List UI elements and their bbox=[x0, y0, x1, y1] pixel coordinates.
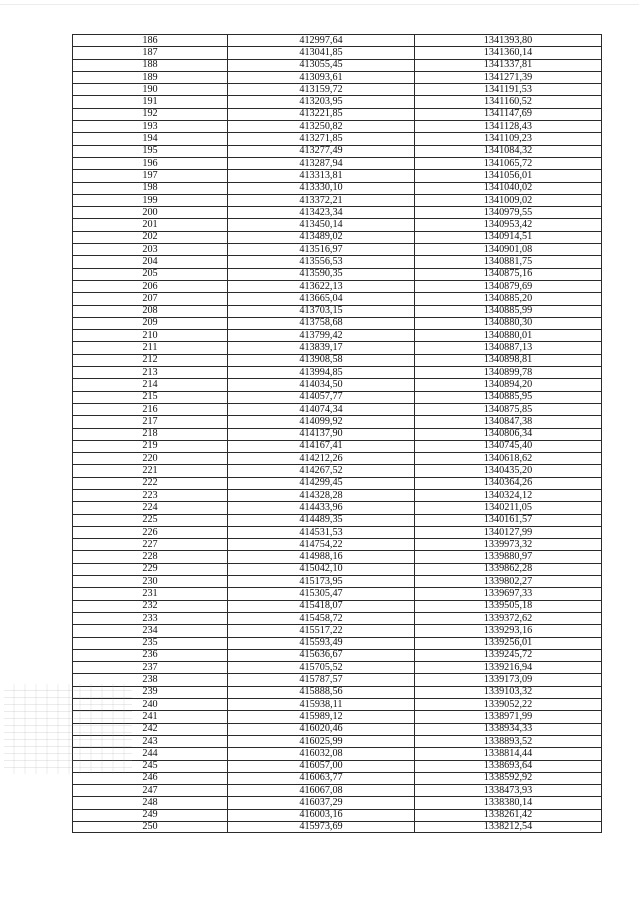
y-coordinate-cell: 1339052,22 bbox=[415, 699, 602, 711]
y-coordinate-cell: 1340914,51 bbox=[415, 231, 602, 243]
point-number-cell: 237 bbox=[73, 662, 228, 674]
y-coordinate-cell: 1340211,05 bbox=[415, 502, 602, 514]
table-row bbox=[73, 797, 602, 809]
table-row bbox=[73, 822, 602, 833]
y-coordinate-cell: 1340324,12 bbox=[415, 489, 602, 501]
y-coordinate-cell: 1339173,09 bbox=[415, 674, 602, 686]
y-coordinate-cell: 1341393,80 bbox=[415, 35, 602, 47]
x-coordinate-cell: 414034,50 bbox=[228, 379, 415, 391]
y-coordinate-cell: 1339880,97 bbox=[415, 551, 602, 563]
table-row bbox=[73, 735, 602, 747]
table-row bbox=[73, 514, 602, 526]
table-row bbox=[73, 662, 602, 674]
table-row bbox=[73, 453, 602, 465]
y-coordinate-cell: 1339802,27 bbox=[415, 576, 602, 588]
y-coordinate-cell: 1341084,32 bbox=[415, 145, 602, 157]
point-number-cell: 228 bbox=[73, 551, 228, 563]
x-coordinate-cell: 413287,94 bbox=[228, 157, 415, 169]
point-number-cell: 223 bbox=[73, 489, 228, 501]
table-row bbox=[73, 502, 602, 514]
point-number-cell: 235 bbox=[73, 637, 228, 649]
point-number-cell: 204 bbox=[73, 256, 228, 268]
y-coordinate-cell: 1340806,34 bbox=[415, 428, 602, 440]
table-row bbox=[73, 145, 602, 157]
x-coordinate-cell: 414531,53 bbox=[228, 526, 415, 538]
x-coordinate-cell: 413450,14 bbox=[228, 219, 415, 231]
y-coordinate-cell: 1341065,72 bbox=[415, 157, 602, 169]
point-number-cell: 236 bbox=[73, 649, 228, 661]
table-row bbox=[73, 477, 602, 489]
point-number-cell: 245 bbox=[73, 760, 228, 772]
point-number-cell: 205 bbox=[73, 268, 228, 280]
y-coordinate-cell: 1341040,02 bbox=[415, 182, 602, 194]
table-row bbox=[73, 711, 602, 723]
point-number-cell: 234 bbox=[73, 625, 228, 637]
point-number-cell: 240 bbox=[73, 699, 228, 711]
table-row bbox=[73, 748, 602, 760]
table-row bbox=[73, 526, 602, 538]
point-number-cell: 227 bbox=[73, 539, 228, 551]
y-coordinate-cell: 1338380,14 bbox=[415, 797, 602, 809]
point-number-cell: 248 bbox=[73, 797, 228, 809]
x-coordinate-cell: 414057,77 bbox=[228, 391, 415, 403]
y-coordinate-cell: 1340885,95 bbox=[415, 391, 602, 403]
x-coordinate-cell: 413313,81 bbox=[228, 170, 415, 182]
y-coordinate-cell: 1340953,42 bbox=[415, 219, 602, 231]
point-number-cell: 194 bbox=[73, 133, 228, 145]
y-coordinate-cell: 1338261,42 bbox=[415, 809, 602, 821]
point-number-cell: 197 bbox=[73, 170, 228, 182]
table-row bbox=[73, 293, 602, 305]
table-row bbox=[73, 317, 602, 329]
x-coordinate-cell: 413159,72 bbox=[228, 84, 415, 96]
table-row bbox=[73, 600, 602, 612]
x-coordinate-cell: 415973,69 bbox=[228, 822, 415, 833]
y-coordinate-cell: 1338934,33 bbox=[415, 723, 602, 735]
point-number-cell: 195 bbox=[73, 145, 228, 157]
y-coordinate-cell: 1339103,32 bbox=[415, 686, 602, 698]
y-coordinate-cell: 1341128,43 bbox=[415, 121, 602, 133]
y-coordinate-cell: 1341147,69 bbox=[415, 108, 602, 120]
point-number-cell: 192 bbox=[73, 108, 228, 120]
point-number-cell: 190 bbox=[73, 84, 228, 96]
y-coordinate-cell: 1339293,16 bbox=[415, 625, 602, 637]
x-coordinate-cell: 412997,64 bbox=[228, 35, 415, 47]
table-row bbox=[73, 563, 602, 575]
y-coordinate-cell: 1340898,81 bbox=[415, 354, 602, 366]
page-top-divider bbox=[0, 4, 639, 5]
point-number-cell: 203 bbox=[73, 244, 228, 256]
point-number-cell: 226 bbox=[73, 526, 228, 538]
point-number-cell: 189 bbox=[73, 71, 228, 83]
x-coordinate-cell: 415787,57 bbox=[228, 674, 415, 686]
table-row bbox=[73, 649, 602, 661]
point-number-cell: 219 bbox=[73, 440, 228, 452]
y-coordinate-cell: 1338971,99 bbox=[415, 711, 602, 723]
y-coordinate-cell: 1340885,20 bbox=[415, 293, 602, 305]
x-coordinate-cell: 416063,77 bbox=[228, 772, 415, 784]
point-number-cell: 231 bbox=[73, 588, 228, 600]
table-row bbox=[73, 96, 602, 108]
x-coordinate-cell: 415705,52 bbox=[228, 662, 415, 674]
x-coordinate-cell: 413799,42 bbox=[228, 330, 415, 342]
table-row bbox=[73, 280, 602, 292]
table-row bbox=[73, 121, 602, 133]
table-row bbox=[73, 108, 602, 120]
x-coordinate-cell: 415305,47 bbox=[228, 588, 415, 600]
x-coordinate-cell: 416037,29 bbox=[228, 797, 415, 809]
table-row bbox=[73, 47, 602, 59]
point-number-cell: 244 bbox=[73, 748, 228, 760]
table-row bbox=[73, 59, 602, 71]
y-coordinate-cell: 1339505,18 bbox=[415, 600, 602, 612]
y-coordinate-cell: 1341009,02 bbox=[415, 194, 602, 206]
table-row bbox=[73, 367, 602, 379]
point-number-cell: 233 bbox=[73, 612, 228, 624]
y-coordinate-cell: 1338893,52 bbox=[415, 735, 602, 747]
table-row bbox=[73, 133, 602, 145]
x-coordinate-cell: 413622,13 bbox=[228, 280, 415, 292]
point-number-cell: 206 bbox=[73, 280, 228, 292]
point-number-cell: 247 bbox=[73, 785, 228, 797]
table-row bbox=[73, 305, 602, 317]
y-coordinate-cell: 1340887,13 bbox=[415, 342, 602, 354]
table-row bbox=[73, 809, 602, 821]
x-coordinate-cell: 414988,16 bbox=[228, 551, 415, 563]
x-coordinate-cell: 414328,28 bbox=[228, 489, 415, 501]
x-coordinate-cell: 414299,45 bbox=[228, 477, 415, 489]
y-coordinate-cell: 1340127,99 bbox=[415, 526, 602, 538]
point-number-cell: 243 bbox=[73, 735, 228, 747]
x-coordinate-cell: 413489,02 bbox=[228, 231, 415, 243]
point-number-cell: 224 bbox=[73, 502, 228, 514]
point-number-cell: 221 bbox=[73, 465, 228, 477]
y-coordinate-cell: 1341056,01 bbox=[415, 170, 602, 182]
x-coordinate-cell: 414167,41 bbox=[228, 440, 415, 452]
y-coordinate-cell: 1341191,53 bbox=[415, 84, 602, 96]
y-coordinate-cell: 1340899,78 bbox=[415, 367, 602, 379]
table-row bbox=[73, 612, 602, 624]
point-number-cell: 238 bbox=[73, 674, 228, 686]
y-coordinate-cell: 1340901,08 bbox=[415, 244, 602, 256]
table-row bbox=[73, 403, 602, 415]
table-row bbox=[73, 428, 602, 440]
table-row bbox=[73, 379, 602, 391]
point-number-cell: 246 bbox=[73, 772, 228, 784]
x-coordinate-cell: 415517,22 bbox=[228, 625, 415, 637]
table-row bbox=[73, 576, 602, 588]
table-row bbox=[73, 539, 602, 551]
y-coordinate-cell: 1338693,64 bbox=[415, 760, 602, 772]
x-coordinate-cell: 413423,34 bbox=[228, 207, 415, 219]
x-coordinate-cell: 413221,85 bbox=[228, 108, 415, 120]
x-coordinate-cell: 416025,99 bbox=[228, 735, 415, 747]
point-number-cell: 230 bbox=[73, 576, 228, 588]
x-coordinate-cell: 415989,12 bbox=[228, 711, 415, 723]
point-number-cell: 209 bbox=[73, 317, 228, 329]
y-coordinate-cell: 1338814,44 bbox=[415, 748, 602, 760]
table-row bbox=[73, 489, 602, 501]
point-number-cell: 215 bbox=[73, 391, 228, 403]
y-coordinate-cell: 1340880,30 bbox=[415, 317, 602, 329]
y-coordinate-cell: 1339216,94 bbox=[415, 662, 602, 674]
y-coordinate-cell: 1338592,92 bbox=[415, 772, 602, 784]
y-coordinate-cell: 1340745,40 bbox=[415, 440, 602, 452]
table-row bbox=[73, 625, 602, 637]
point-number-cell: 210 bbox=[73, 330, 228, 342]
point-number-cell: 199 bbox=[73, 194, 228, 206]
point-number-cell: 187 bbox=[73, 47, 228, 59]
y-coordinate-cell: 1339372,62 bbox=[415, 612, 602, 624]
x-coordinate-cell: 415636,67 bbox=[228, 649, 415, 661]
table-row bbox=[73, 674, 602, 686]
table-row bbox=[73, 244, 602, 256]
y-coordinate-cell: 1339862,28 bbox=[415, 563, 602, 575]
y-coordinate-cell: 1341160,52 bbox=[415, 96, 602, 108]
faint-margin-stamp bbox=[4, 684, 132, 774]
table-row bbox=[73, 256, 602, 268]
x-coordinate-cell: 413839,17 bbox=[228, 342, 415, 354]
x-coordinate-cell: 414212,26 bbox=[228, 453, 415, 465]
x-coordinate-cell: 413055,45 bbox=[228, 59, 415, 71]
point-number-cell: 202 bbox=[73, 231, 228, 243]
x-coordinate-cell: 415042,10 bbox=[228, 563, 415, 575]
y-coordinate-cell: 1341360,14 bbox=[415, 47, 602, 59]
x-coordinate-cell: 413556,53 bbox=[228, 256, 415, 268]
x-coordinate-cell: 416003,16 bbox=[228, 809, 415, 821]
table-row bbox=[73, 35, 602, 47]
y-coordinate-cell: 1340875,16 bbox=[415, 268, 602, 280]
y-coordinate-cell: 1341337,81 bbox=[415, 59, 602, 71]
x-coordinate-cell: 415938,11 bbox=[228, 699, 415, 711]
y-coordinate-cell: 1341271,39 bbox=[415, 71, 602, 83]
x-coordinate-cell: 414137,90 bbox=[228, 428, 415, 440]
x-coordinate-cell: 414754,22 bbox=[228, 539, 415, 551]
table-row bbox=[73, 551, 602, 563]
point-number-cell: 216 bbox=[73, 403, 228, 415]
y-coordinate-cell: 1338473,93 bbox=[415, 785, 602, 797]
y-coordinate-cell: 1340885,99 bbox=[415, 305, 602, 317]
point-number-cell: 191 bbox=[73, 96, 228, 108]
y-coordinate-cell: 1339245,72 bbox=[415, 649, 602, 661]
point-number-cell: 188 bbox=[73, 59, 228, 71]
x-coordinate-cell: 415888,56 bbox=[228, 686, 415, 698]
x-coordinate-cell: 413277,49 bbox=[228, 145, 415, 157]
x-coordinate-cell: 416032,08 bbox=[228, 748, 415, 760]
x-coordinate-cell: 413330,10 bbox=[228, 182, 415, 194]
y-coordinate-cell: 1339256,01 bbox=[415, 637, 602, 649]
y-coordinate-cell: 1340618,62 bbox=[415, 453, 602, 465]
point-number-cell: 193 bbox=[73, 121, 228, 133]
x-coordinate-cell: 413665,04 bbox=[228, 293, 415, 305]
point-number-cell: 201 bbox=[73, 219, 228, 231]
point-number-cell: 207 bbox=[73, 293, 228, 305]
table-row bbox=[73, 194, 602, 206]
point-number-cell: 225 bbox=[73, 514, 228, 526]
point-number-cell: 220 bbox=[73, 453, 228, 465]
table-row bbox=[73, 723, 602, 735]
table-row bbox=[73, 785, 602, 797]
y-coordinate-cell: 1341109,23 bbox=[415, 133, 602, 145]
table-row bbox=[73, 772, 602, 784]
point-number-cell: 242 bbox=[73, 723, 228, 735]
point-number-cell: 222 bbox=[73, 477, 228, 489]
y-coordinate-cell: 1340880,01 bbox=[415, 330, 602, 342]
table-row bbox=[73, 637, 602, 649]
point-number-cell: 198 bbox=[73, 182, 228, 194]
x-coordinate-cell: 415458,72 bbox=[228, 612, 415, 624]
x-coordinate-cell: 415173,95 bbox=[228, 576, 415, 588]
table-row bbox=[73, 219, 602, 231]
point-number-cell: 208 bbox=[73, 305, 228, 317]
table-row bbox=[73, 440, 602, 452]
table-row bbox=[73, 760, 602, 772]
x-coordinate-cell: 415593,49 bbox=[228, 637, 415, 649]
y-coordinate-cell: 1340881,75 bbox=[415, 256, 602, 268]
x-coordinate-cell: 416020,46 bbox=[228, 723, 415, 735]
point-number-cell: 196 bbox=[73, 157, 228, 169]
x-coordinate-cell: 414489,35 bbox=[228, 514, 415, 526]
x-coordinate-cell: 413250,82 bbox=[228, 121, 415, 133]
x-coordinate-cell: 413703,15 bbox=[228, 305, 415, 317]
x-coordinate-cell: 416067,08 bbox=[228, 785, 415, 797]
point-number-cell: 241 bbox=[73, 711, 228, 723]
x-coordinate-cell: 413994,85 bbox=[228, 367, 415, 379]
y-coordinate-cell: 1340879,69 bbox=[415, 280, 602, 292]
point-number-cell: 250 bbox=[73, 822, 228, 833]
point-number-cell: 229 bbox=[73, 563, 228, 575]
y-coordinate-cell: 1340161,57 bbox=[415, 514, 602, 526]
x-coordinate-cell: 414074,34 bbox=[228, 403, 415, 415]
x-coordinate-cell: 413093,61 bbox=[228, 71, 415, 83]
table-row bbox=[73, 84, 602, 96]
point-number-cell: 200 bbox=[73, 207, 228, 219]
table-row bbox=[73, 71, 602, 83]
table-row bbox=[73, 330, 602, 342]
x-coordinate-cell: 414433,96 bbox=[228, 502, 415, 514]
y-coordinate-cell: 1338212,54 bbox=[415, 822, 602, 833]
x-coordinate-cell: 414267,52 bbox=[228, 465, 415, 477]
x-coordinate-cell: 413908,58 bbox=[228, 354, 415, 366]
table-row bbox=[73, 699, 602, 711]
table-row bbox=[73, 207, 602, 219]
x-coordinate-cell: 413203,95 bbox=[228, 96, 415, 108]
table-row bbox=[73, 182, 602, 194]
point-number-cell: 214 bbox=[73, 379, 228, 391]
x-coordinate-cell: 413041,85 bbox=[228, 47, 415, 59]
y-coordinate-cell: 1340847,38 bbox=[415, 416, 602, 428]
table-row bbox=[73, 170, 602, 182]
point-number-cell: 217 bbox=[73, 416, 228, 428]
point-number-cell: 239 bbox=[73, 686, 228, 698]
y-coordinate-cell: 1340894,20 bbox=[415, 379, 602, 391]
x-coordinate-cell: 413516,97 bbox=[228, 244, 415, 256]
table-row bbox=[73, 268, 602, 280]
table-row bbox=[73, 342, 602, 354]
table-row bbox=[73, 588, 602, 600]
x-coordinate-cell: 413372,21 bbox=[228, 194, 415, 206]
x-coordinate-cell: 416057,00 bbox=[228, 760, 415, 772]
x-coordinate-cell: 413590,35 bbox=[228, 268, 415, 280]
y-coordinate-cell: 1339973,32 bbox=[415, 539, 602, 551]
point-number-cell: 249 bbox=[73, 809, 228, 821]
y-coordinate-cell: 1340435,20 bbox=[415, 465, 602, 477]
table-row bbox=[73, 231, 602, 243]
table-row bbox=[73, 354, 602, 366]
y-coordinate-cell: 1340364,26 bbox=[415, 477, 602, 489]
table-row bbox=[73, 686, 602, 698]
point-number-cell: 211 bbox=[73, 342, 228, 354]
point-number-cell: 212 bbox=[73, 354, 228, 366]
point-number-cell: 213 bbox=[73, 367, 228, 379]
y-coordinate-cell: 1339697,33 bbox=[415, 588, 602, 600]
table-row bbox=[73, 416, 602, 428]
y-coordinate-cell: 1340979,55 bbox=[415, 207, 602, 219]
point-number-cell: 186 bbox=[73, 35, 228, 47]
x-coordinate-cell: 413271,85 bbox=[228, 133, 415, 145]
x-coordinate-cell: 413758,68 bbox=[228, 317, 415, 329]
table-row bbox=[73, 465, 602, 477]
x-coordinate-cell: 414099,92 bbox=[228, 416, 415, 428]
coordinates-table-body bbox=[73, 35, 602, 833]
point-number-cell: 232 bbox=[73, 600, 228, 612]
x-coordinate-cell: 415418,07 bbox=[228, 600, 415, 612]
y-coordinate-cell: 1340875,85 bbox=[415, 403, 602, 415]
table-row bbox=[73, 391, 602, 403]
table-row bbox=[73, 157, 602, 169]
point-number-cell: 218 bbox=[73, 428, 228, 440]
coordinates-table bbox=[72, 34, 602, 833]
